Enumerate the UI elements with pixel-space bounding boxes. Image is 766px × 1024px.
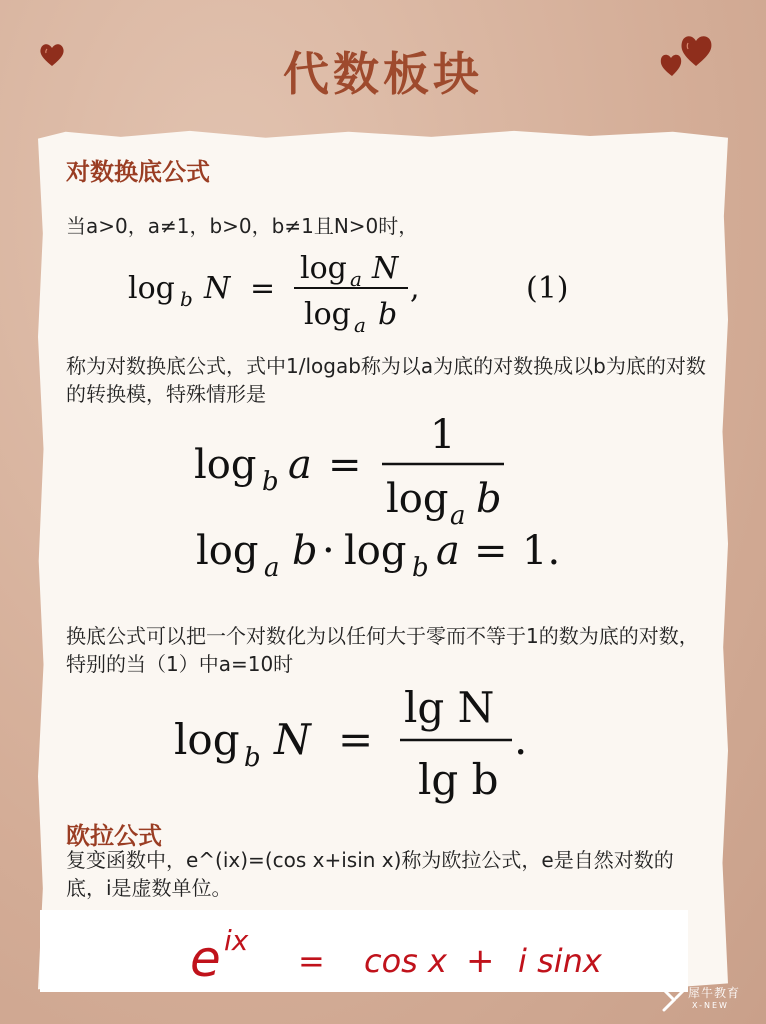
- formula2b-var-a: a: [436, 528, 460, 574]
- euler-text: 复变函数中，e^(ix)=(cos x+isin x)称为欧拉公式，e是自然对数的底，i是虚数单位。: [66, 848, 674, 900]
- formula3-log: log: [174, 715, 240, 764]
- watermark-sub: X-NEW: [692, 1001, 729, 1010]
- watermark-logo: [662, 986, 752, 1016]
- formula1-equals: =: [250, 271, 276, 306]
- formula2-log: log: [194, 442, 257, 488]
- formula2-den-var: b: [476, 476, 502, 522]
- euler-cos: cos x: [364, 942, 447, 980]
- formula3-base: b: [244, 743, 261, 773]
- formula3-var: N: [274, 715, 311, 764]
- euler-handwritten-formula: [0, 910, 766, 992]
- condition-text: 当a>0，a≠1，b>0，b≠1且N>0时，: [66, 214, 419, 238]
- section-heading-euler: 欧拉公式: [66, 822, 162, 850]
- formula1-den-base: a: [354, 313, 366, 337]
- formula2b-result: 1.: [522, 528, 561, 574]
- formula3-numerator: lg N: [404, 684, 495, 732]
- formula2b-base-a: a: [264, 553, 280, 583]
- formula1-left-base: b: [180, 287, 193, 311]
- formula2-equals: =: [328, 442, 362, 488]
- formula1-num-base: a: [350, 267, 362, 291]
- formula2-base-b: b: [262, 467, 279, 497]
- rhino-logo-icon: [662, 986, 686, 1014]
- formula1-tag: (1): [526, 271, 569, 306]
- formula2b-var-b: b: [292, 528, 318, 574]
- formula2-den-base: a: [450, 501, 466, 531]
- formula1-den-var: b: [378, 297, 398, 332]
- formula2b-log-b: log: [344, 528, 407, 574]
- euler-equals: =: [298, 942, 325, 980]
- explanation-text: 称为对数换底公式，式中1/logab称为以a为底的对数换成以b为底的对数的转换模，特殊情形是: [66, 354, 706, 406]
- formula2b-dot: ·: [322, 528, 335, 574]
- formula1-num-log: log: [300, 251, 347, 286]
- formula3-period: .: [514, 715, 528, 764]
- euler-exponent: ix: [224, 924, 249, 957]
- formula-change-of-base: [0, 244, 766, 340]
- formula1-log: log: [128, 271, 175, 306]
- formula3-equals: =: [338, 715, 374, 764]
- formula2b-base-b: b: [412, 553, 429, 583]
- formula-special-case: [0, 408, 766, 584]
- page-title: 代数板块: [283, 47, 483, 101]
- note-text: 换底公式可以把一个对数化为以任何大于零而不等于1的数为底的对数，特别的当（1）中a=10时: [66, 624, 699, 676]
- euler-isin: i sinx: [518, 942, 602, 980]
- formula1-num-var: N: [372, 251, 399, 286]
- formula2b-equals: =: [474, 528, 508, 574]
- formula3-denominator: lg b: [418, 755, 499, 804]
- formula1-var: N: [204, 271, 231, 306]
- formula-common-log: [0, 684, 766, 808]
- section-heading-change-of-base: 对数换底公式: [66, 158, 210, 186]
- euler-plus: +: [466, 941, 495, 981]
- formula2b-log-a: log: [196, 528, 259, 574]
- watermark-name: 犀牛教育: [688, 986, 741, 1000]
- euler-e: e: [190, 930, 221, 988]
- formula1-den-log: log: [304, 297, 351, 332]
- formula2-den-log: log: [386, 476, 449, 522]
- formula2-var-a: a: [288, 442, 312, 488]
- formula1-comma: ,: [410, 271, 420, 306]
- formula2-numerator: 1: [430, 412, 456, 458]
